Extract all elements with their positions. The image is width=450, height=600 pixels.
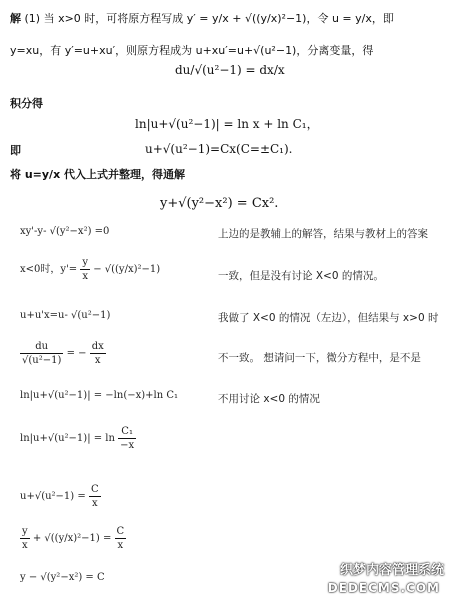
note-line-3: 我做了 X<0 的情况（左边），但结果与 x>0 时 <box>218 312 439 324</box>
solution-label: 解 <box>10 12 21 25</box>
student-eq-6-left: ln|u+√(u²−1)| = ln <box>20 433 115 444</box>
student-eq-4-fraction-left <box>20 340 63 367</box>
student-eq-7-den: x <box>91 498 98 509</box>
student-eq-3: u+u'x=u- √(u²−1) <box>20 310 111 321</box>
student-eq-6-fraction <box>118 425 136 452</box>
student-eq-8-den2: x <box>117 540 124 551</box>
student-eq-9: y − √(y²−x²) = C <box>20 572 105 583</box>
student-eq-7-fraction <box>89 483 101 510</box>
ji-label: 即 <box>10 144 21 157</box>
student-eq-7-num: C <box>90 484 99 495</box>
note-line-2: 一致，但是没有讨论 X<0 的情况。 <box>218 270 384 282</box>
student-eq-4-mid: = − <box>66 348 87 359</box>
solution-line-1-text: (1) 当 x>0 时，可将原方程写成 y′ = y/x + √((y/x)²−1)，令 u = y/x，即 <box>24 12 394 25</box>
watermark-title: 织梦内容管理系统 <box>339 563 444 578</box>
student-eq-8-fraction-left <box>20 525 30 552</box>
equation-general-solution: y+√(y²−x²) = Cx². <box>160 196 279 211</box>
student-eq-4-den: √(u²−1) <box>22 355 62 366</box>
student-eq-6-den: −x <box>120 440 135 451</box>
student-eq-2-fraction <box>80 256 90 283</box>
student-eq-7 <box>20 483 101 510</box>
student-eq-8-den: x <box>22 540 28 551</box>
student-eq-5: ln|u+√(u²−1)| = −ln(−x)+ln C₁ <box>20 390 178 401</box>
student-eq-1: xy'-y- √(y²−x²) =0 <box>20 226 110 237</box>
equation-separate-variables: du/√(u²−1) = dx/x <box>175 63 285 77</box>
student-eq-2-prefix: x<0时，y'= <box>20 264 78 275</box>
equation-integrated: ln|u+√(u²−1)| = ln x + ln C₁， <box>135 117 319 131</box>
student-eq-8 <box>20 525 126 552</box>
student-eq-7-left: u+√(u²−1) = <box>20 491 86 502</box>
equation-ji: u+√(u²−1)=Cx(C=±C₁). <box>145 142 293 156</box>
student-eq-4-num: du <box>20 340 63 354</box>
student-eq-2-rest: − √((y/x)²−1) <box>93 264 161 275</box>
watermark-url: DEDECMS.COM <box>327 581 440 595</box>
student-eq-8-num: y <box>22 526 28 537</box>
student-eq-8-num2: C <box>116 526 125 537</box>
note-line-1: 上边的是教辅上的解答，结果与教材上的答案 <box>218 228 428 240</box>
student-eq-4-fraction-right <box>90 340 106 367</box>
student-eq-2-den: x <box>82 271 88 282</box>
textbook-line-1 <box>10 10 394 26</box>
textbook-line-2: y=xu，有 y′=u+xu′，则原方程成为 u+xu′=u+√(u²−1)，分离变量，得 <box>10 44 374 57</box>
note-line-5: 不用讨论 x<0 的情况 <box>218 393 320 405</box>
student-eq-2-num: y <box>82 257 89 268</box>
student-eq-8-fraction-right <box>115 525 127 552</box>
note-line-4: 不一致。 想请问一下，微分方程中，是不是 <box>218 352 421 364</box>
integrate-label: 积分得 <box>10 97 43 110</box>
student-eq-2 <box>20 256 160 283</box>
student-eq-4-num2: dx <box>91 341 104 352</box>
substitute-text: 将 u=y/x 代入上式并整理，得通解 <box>10 168 185 181</box>
student-eq-6 <box>20 425 136 452</box>
student-eq-8-mid: + √((y/x)²−1) = <box>32 533 112 544</box>
student-eq-4-den2: x <box>94 355 101 366</box>
student-eq-4 <box>20 340 106 367</box>
student-eq-6-num: C₁ <box>118 425 136 439</box>
